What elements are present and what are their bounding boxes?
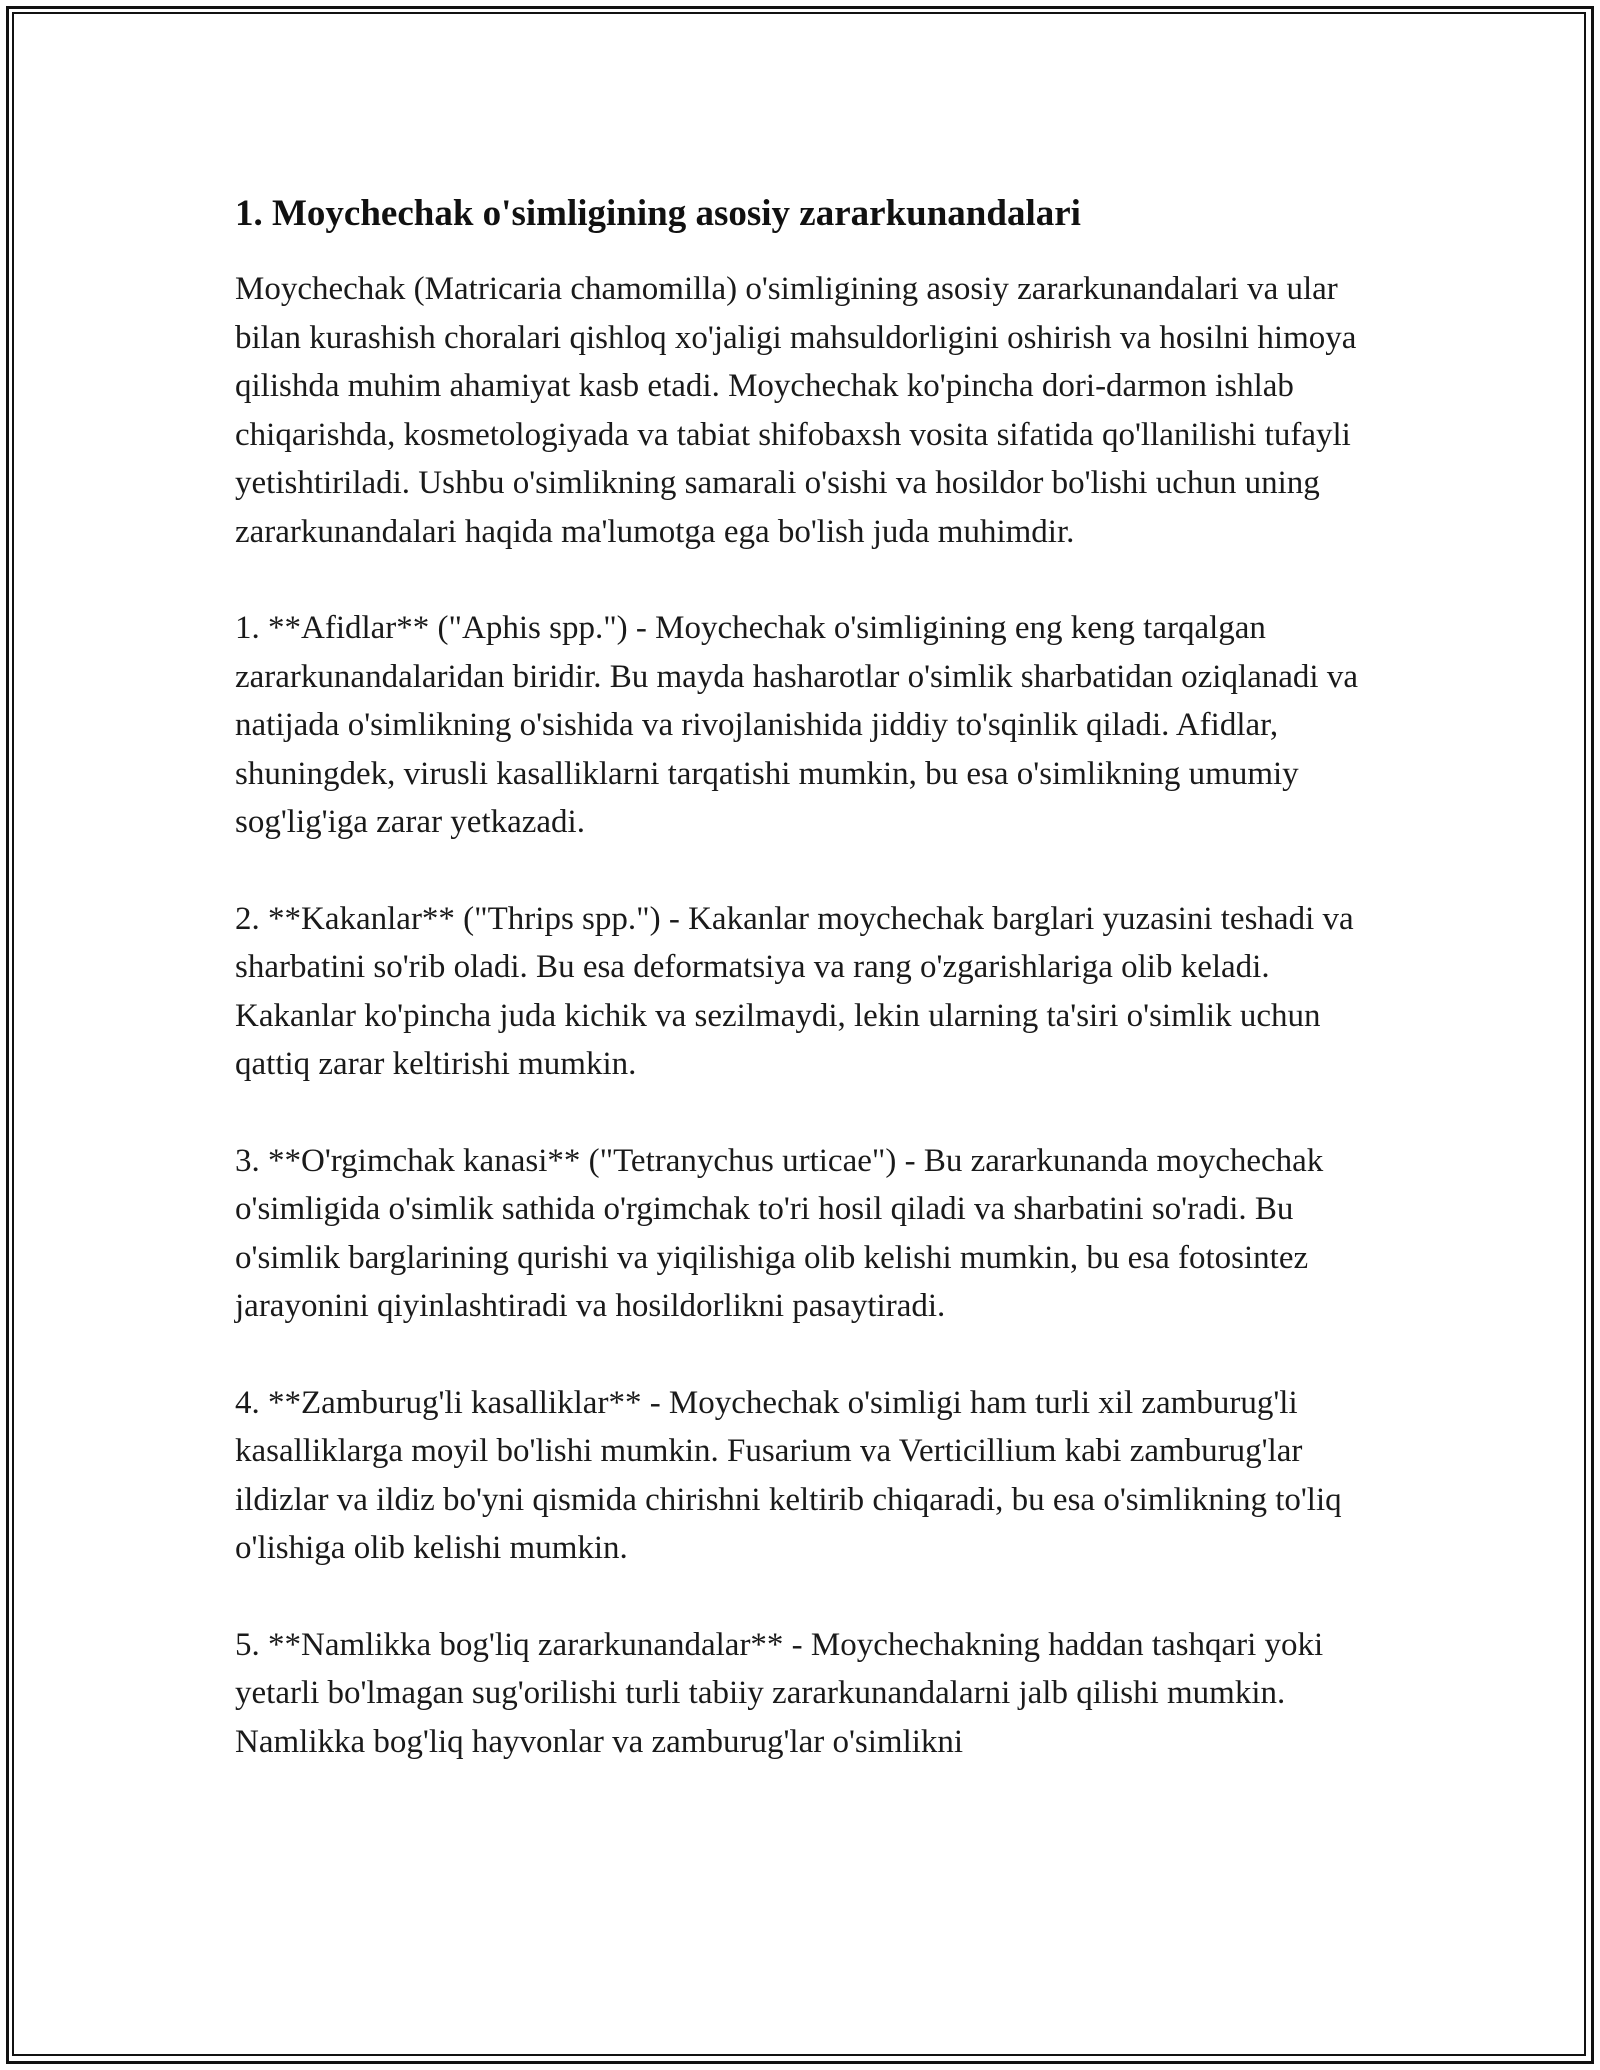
list-item-thrips: 2. **Kakanlar** ("Thrips spp.") - Kakanlar moychechak barglari yuzasini teshadi va sharbatini so'rib oladi. Bu esa deformatsiya va rang o'zgarishlariga olib keladi. Kakanlar ko'pincha juda kichik va sezilmaydi, lekin ularning ta'siri o'simlik uchun qattiq zarar keltirishi mumkin.: [235, 900, 1354, 1082]
list-item-spider-mite: 3. **O'rgimchak kanasi** ("Tetranychus urticae") - Bu zararkunanda moychechak o'simligida o'simlik sathida o'rgimchak to'ri hosil qiladi va sharbatini so'radi. Bu o'simlik barglarining qurishi va yiqilishiga olib kelishi mumkin, bu esa fotosintez jarayonini qiyinlashtiradi va hosildorlikni pasaytiradi.: [235, 1142, 1324, 1324]
section-heading: 1. Moychechak o'simligining asosiy zararkunandalari: [235, 193, 1081, 234]
document-body: [235, 185, 1370, 1766]
list-item-fungal-diseases: 4. **Zamburug'li kasalliklar** - Moychechak o'simligi ham turli xil zamburug'li kasalliklarga moyil bo'lishi mumkin. Fusarium va Verticillium kabi zamburug'lar ildizlar va ildiz bo'yni qismida chirishni keltirib chiqaradi, bu esa o'simlikning to'liq o'lishiga olib kelishi mumkin.: [235, 1384, 1342, 1566]
intro-paragraph: Moychechak (Matricaria chamomilla) o'simligining asosiy zararkunandalari va ular bilan kurashish choralari qishloq xo'jaligi mahsuldorligini oshirish va hosilni himoya qilishda muhim ahamiyat kasb etadi. Moychechak ko'pincha dori-darmon ishlab chiqarishda, kosmetologiyada va tabiat shifobaxsh vosita sifatida qo'llanilishi tufayli yetishtiriladi. Ushbu o'simlikning samarali o'sishi va hosildor bo'lishi uchun uning zararkunandalari haqida ma'lumotga ega bo'lish juda muhimdir.: [235, 271, 1357, 550]
list-item-moisture-pests: 5. **Namlikka bog'liq zararkunandalar** - Moychechakning haddan tashqari yoki yetarli bo'lmagan sug'orilishi turli tabiiy zararkunandalarni jalb qilishi mumkin. Namlikka bog'liq hayvonlar va zamburug'lar o'simlikni: [235, 1626, 1324, 1760]
list-item-aphids: 1. **Afidlar** ("Aphis spp.") - Moychechak o'simligining eng keng tarqalgan zararkunandalaridan biridir. Bu mayda hasharotlar o'simlik sharbatidan oziqlanadi va natijada o'simlikning o'sishida va rivojlanishida jiddiy to'sqinlik qiladi. Afidlar, shuningdek, virusli kasalliklarni tarqatishi mumkin, bu esa o'simlikning umumiy sog'lig'iga zarar yetkazadi.: [235, 610, 1358, 840]
